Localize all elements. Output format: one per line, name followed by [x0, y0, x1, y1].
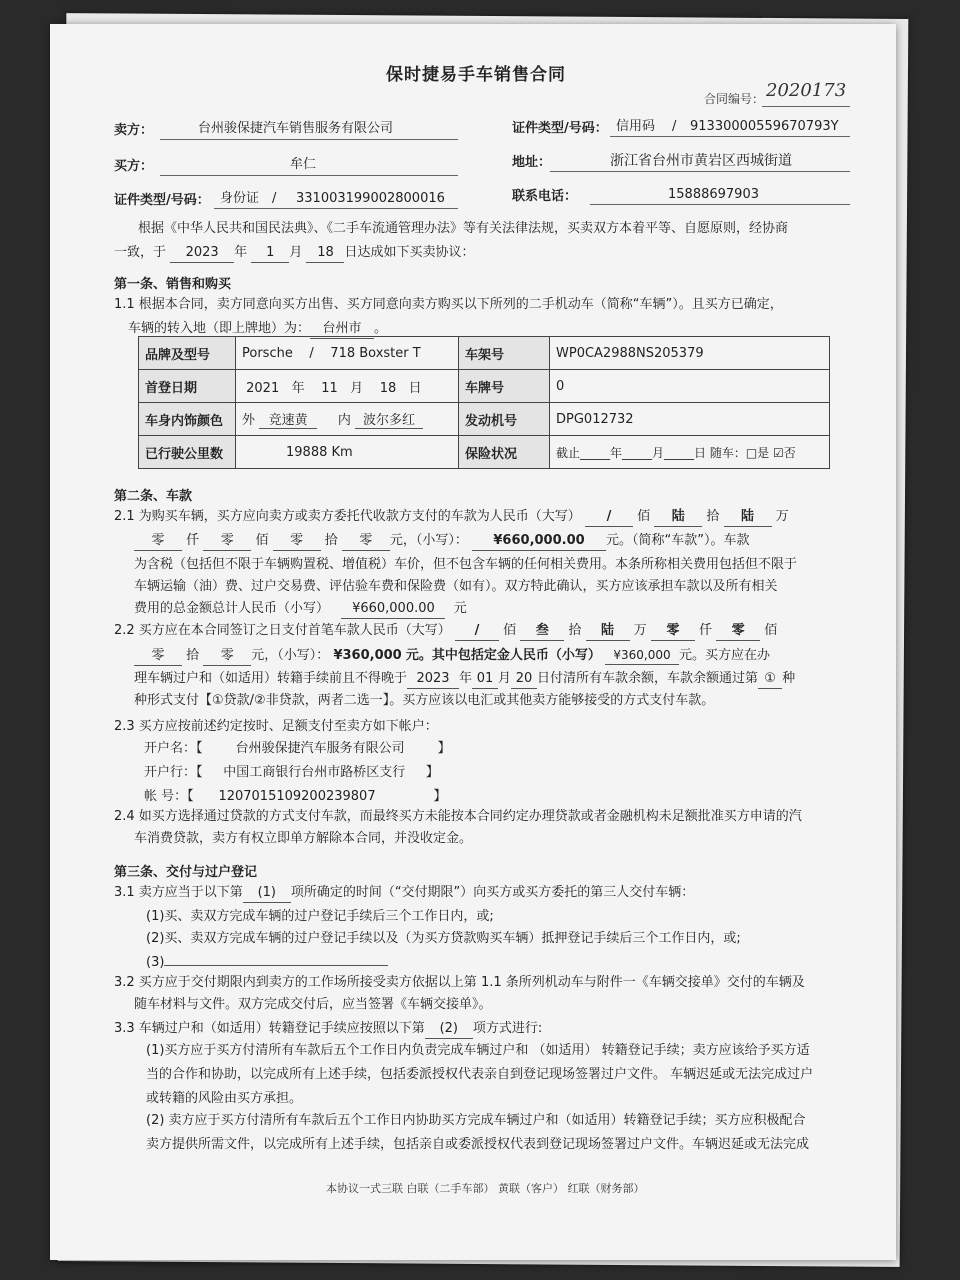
account-name-row: 开户名：【 台州骏保捷汽车服务有限公司 】 [144, 741, 451, 756]
art2-2-line1: 2.2 买方应在本合同签订之日支付首笔车款人民币（大写） / 佰 叁 拾 陆 万 零 仟 零 佰 [114, 622, 777, 641]
art2-1-line2: 零 仟 零 佰 零 拾 零 元，（小写）： ¥660,000.00 元。（简称“车款”）。车款 [134, 532, 750, 551]
art3-3-opt1b: 当的合作和协助，以完成所有上述手续，包括委派授权代表亲自到登记现场签署过户文件。 车辆迟延或无法完成过户 [146, 1067, 814, 1082]
registration-place: 台州市 [310, 320, 374, 339]
agreement-day: 18 [306, 244, 344, 263]
art2-1-line1: 2.1 为购买车辆，买方应向卖方或卖方委托代收款方支付的车款为人民币（大写） / 佰 陆 拾 陆 万 [114, 508, 789, 527]
article1-heading: 第一条、销售和购买 [114, 277, 232, 292]
contract-title: 保时捷易手车销售合同 [386, 65, 566, 85]
agreement-month: 1 [251, 244, 289, 263]
art2-2-line2: 零 拾 零 元，（小写）： ¥360,000 元。其中包括定金人民币（小写） ¥360,000 元。买方应在办 [134, 646, 770, 666]
bank-row: 开户行：【 中国工商银行台州市路桥区支行 】 [144, 765, 439, 780]
buyer-name: 牟仁 [290, 157, 317, 172]
contract-page [50, 24, 896, 1260]
insurance-value: 截止_____年_____月_____日 随车：□是 ☑否 [550, 436, 830, 469]
buyer-address: 浙江省台州市黄岩区西城街道 [610, 153, 792, 169]
buyer-label: 买方： [114, 159, 154, 174]
art2-1-line3: 为含税（包括但不限于车辆购置税、增值税）车价，但不包含车辆的任何相关费用。本条所称相关费用包括但不限于 [134, 557, 798, 572]
art2-1-line5: 费用的总金额总计人民币（小写） ¥660,000.00 元 [134, 600, 467, 619]
article3-heading: 第三条、交付与过户登记 [114, 865, 258, 880]
art3-3-opt2a: (2) 卖方应于买方付清所有车款后五个工作日内协助买方完成车辆过户和（如适用）转籍登记手续；买方应积极配合 [146, 1113, 806, 1128]
preamble-line2: 一致，于 2023 年 1 月 18 日达成如下买卖协议： [114, 244, 474, 263]
art3-3-opt1c: 或转籍的风险由买方承担。 [146, 1091, 303, 1106]
contract-no-label: 合同编号： [704, 92, 765, 106]
art3-1-opt2: (2)买、卖双方完成车辆的过户登记手续以及（为买方贷款购买车辆）抵押登记手续后三个工作日内，或; [146, 931, 741, 946]
seller-id-number: 91330000559670793Y [690, 119, 839, 134]
art3-3-opt1a: (1)买方应于买方付清所有车款后五个工作日内负责完成车辆过户和 （如适用） 转籍登记手续；卖方应该给予买方适 [146, 1043, 810, 1058]
contract-no-value: 2020173 [766, 80, 847, 101]
total-price: ¥660,000.00 [472, 532, 606, 551]
art3-2-line2: 随车材料与文件。双方完成交付后，应当签署《车辆交接单》。 [134, 997, 492, 1012]
agreement-year: 2023 [170, 244, 234, 263]
preamble-line1: 根据《中华人民共和国民法典》、《二手车流通管理办法》等有关法律法规，买卖双方本着平等、自愿原则，经协商 [138, 221, 789, 236]
buyer-id-sep: / [272, 191, 277, 206]
article2-heading: 第二条、车款 [114, 489, 193, 504]
seller-name: 台州骏保捷汽车销售服务有限公司 [198, 121, 394, 136]
phone-label: 联系电话： [512, 189, 578, 204]
art2-1-line4: 车辆运输（油）费、过户交易费、评估验车费和保险费（如有）。双方特此确认，买方应该承担车款以及所有相关 [134, 579, 778, 594]
buyer-id-number: 331003199002800016 [296, 191, 445, 206]
seller-id-label: 证件类型/号码： [512, 121, 608, 136]
plate-value: 0 [550, 370, 830, 403]
seller-id-sep: / [672, 119, 677, 134]
mileage-value: 19888 Km [236, 436, 459, 469]
art2-2-line3: 理车辆过户和（如适用）转籍手续前且不得晚于 2023 年 01 月 20 日付清所有车款余额，车款余额通过第 ① 种 [134, 670, 795, 689]
art1-line2: 车辆的转入地（即上牌地）为： 台州市 。 [128, 320, 387, 339]
art2-4-line2: 车消费贷款，卖方有权立即单方解除本合同，并没收定金。 [134, 831, 473, 846]
account-number-row: 帐 号：【 1207015109200239807 】 [144, 789, 447, 804]
art3-1-opt1: (1)买、卖双方完成车辆的过户登记手续后三个工作日内，或; [146, 909, 494, 924]
art2-2-line4: 种形式支付【①贷款/②非贷款，两者二选一】。买方应该以电汇或其他卖方能够接受的方式支付车款。 [134, 693, 715, 708]
buyer-phone: 15888697903 [668, 187, 759, 202]
buyer-id-type: 身份证 [220, 191, 260, 206]
art2-4-line1: 2.4 如买方选择通过贷款的方式支付车款，而最终买方未能按本合同约定办理贷款或者金融机构未足额批准买方申请的汽 [114, 809, 802, 824]
art3-3-opt2b: 卖方提供所需文件，以完成所有上述手续，包括亲自或委派授权代表到登记现场签署过户文件。车辆迟延或无法完成 [146, 1137, 810, 1152]
engine-value: DPG012732 [550, 403, 830, 436]
art3-1-opt3: (3) [146, 954, 388, 972]
vin-value: WP0CA2988NS205379 [550, 337, 830, 370]
art3-1: 3.1 卖方应当于以下第 (1) 项所确定的时间（“交付期限”）向买方或买方委托的第三人交付车辆： [114, 884, 694, 903]
buyer-id-label: 证件类型/号码： [114, 193, 210, 208]
address-label: 地址： [512, 155, 552, 170]
art3-2-line1: 3.2 买方应于交付期限内到卖方的工作场所接受卖方依据以上第 1.1 条所列机动车与附件一《车辆交接单》交付的车辆及 [114, 975, 805, 990]
seller-label: 卖方： [114, 123, 154, 138]
deposit: ¥360,000 [605, 646, 679, 665]
seller-id-type: 信用码 [616, 119, 656, 134]
art1-line1: 1.1 根据本合同，卖方同意向买方出售、买方同意向卖方购买以下所列的二手机动车（简称“车辆”）。且买方已确定， [114, 297, 783, 312]
vehicle-table: 品牌及型号 Porsche / 718 Boxster T 车架号 WP0CA2988NS205379 首登日期 2021 年 11 月 18 日 车牌号 0 车身内饰颜色 外 竞速黄 内 波尔多红 发动机号 DPG012732 已行驶公里数 19888 Km 保险状况 截止_____年_____月_____日 随车：□是 ☑否 [138, 336, 830, 469]
art2-3: 2.3 买方应按前述约定按时、足额支付至卖方如下帐户： [114, 719, 438, 734]
down-payment: ¥360,000 [333, 648, 402, 663]
footer-copies: 本协议一式三联 白联（二手车部） 黄联（客户） 红联（财务部） [326, 1182, 645, 1195]
art3-3: 3.3 车辆过户和（如适用）转籍登记手续应按照以下第 (2) 项方式进行: [114, 1020, 542, 1039]
